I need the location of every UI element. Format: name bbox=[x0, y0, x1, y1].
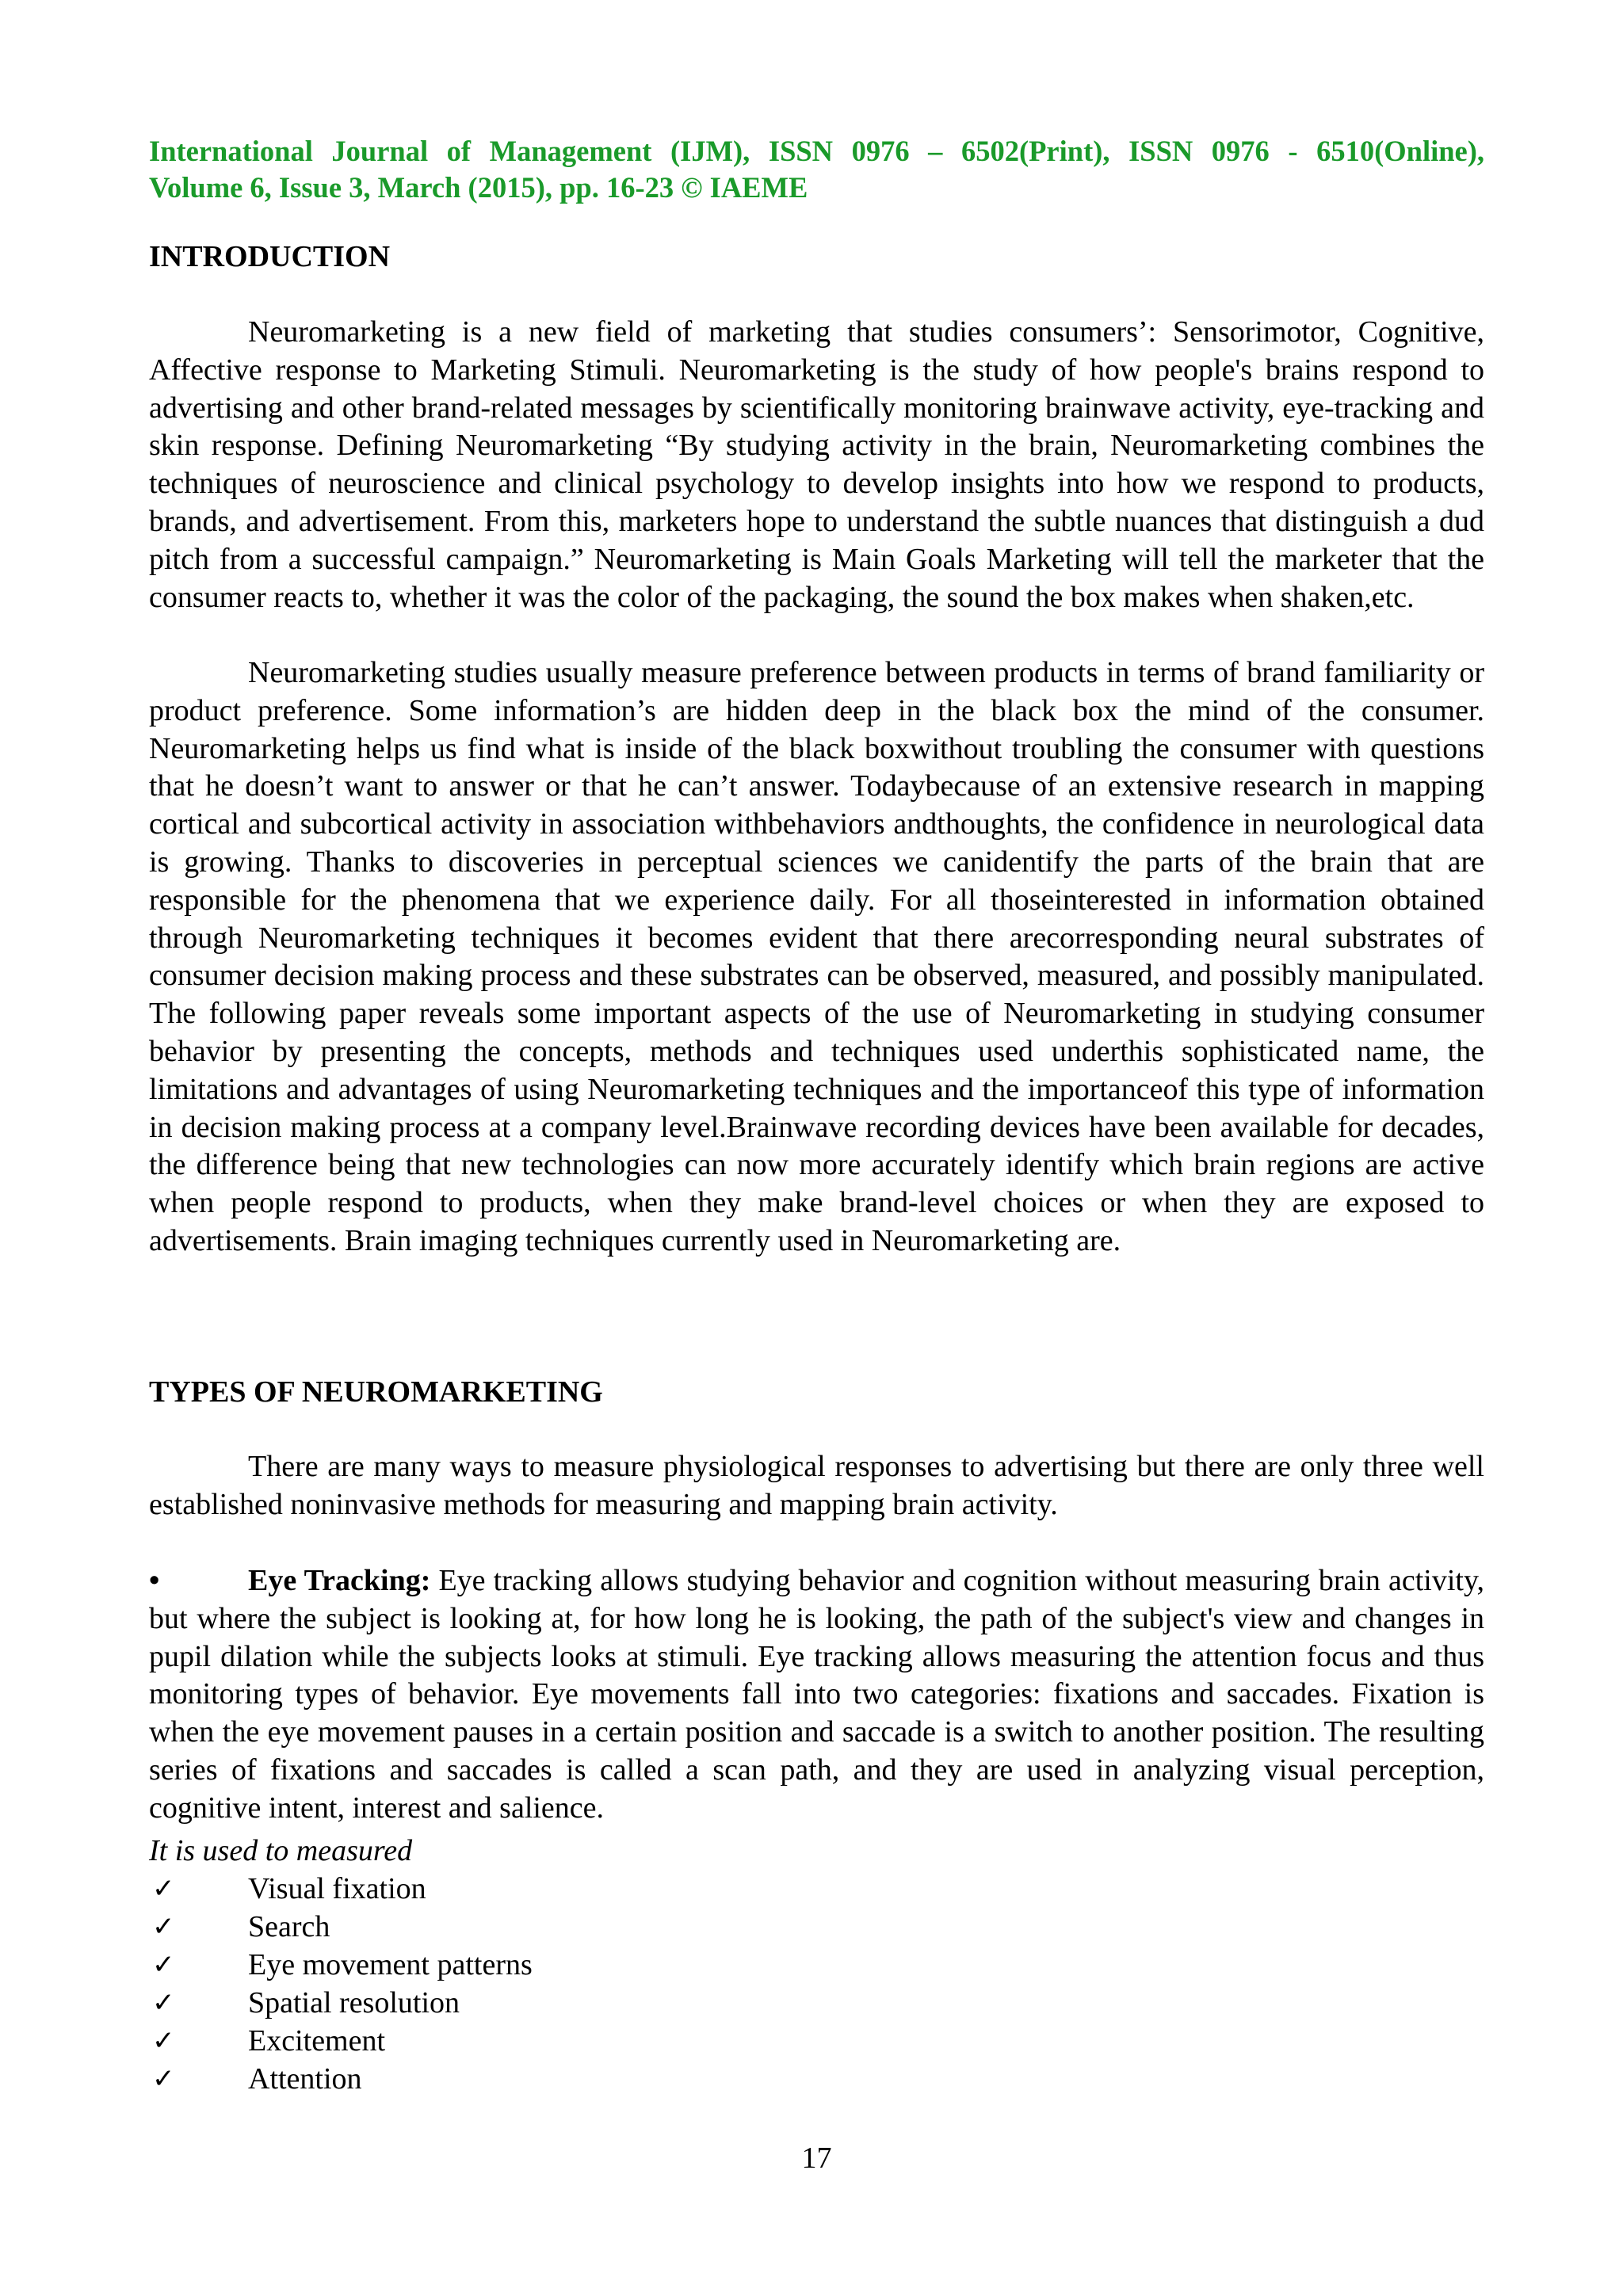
types-intro-paragraph: There are many ways to measure physiological responses to advertising but there are only three well established noninvasive methods for measuring and mapping brain activity. bbox=[149, 1450, 1484, 1521]
page-number: 17 bbox=[801, 2142, 832, 2175]
eye-tracking-description: Eye tracking allows studying behavior and cognition without measuring brain activity, but where the subject is looking at, for how long he is looking, the path of the subject's view and changes in pupil dilation while the subjects looks at stimuli. Eye tracking allows measuring the attention focus and thus monitoring types of behavior. Eye movements fall into two categories: fixations and saccades. Fixation is when the eye movement pauses in a certain position and saccade is a switch to another position. The resulting series of fixations and saccades is called a scan path, and they are used in analyzing visual perception, cognitive intent, interest and salience. bbox=[149, 1564, 1485, 1825]
checkmark-icon: ✓ bbox=[152, 1873, 175, 1905]
measure-label: Visual fixation bbox=[248, 1872, 426, 1905]
eye-tracking-bullet bbox=[149, 1562, 1484, 1828]
introduction-paragraph-1: Neuromarketing is a new field of marketing that studies consumers’: Sensorimotor, Cognitive, Affective response to Marketing Stimuli. Neuromarketing is the study of how people's brains respond to advertising and other brand-related messages by scientifically monitoring brainwave activity, eye-tracking and skin response. Defining Neuromarketing “By studying activity in the brain, Neuromarketing combines the techniques of neuroscience and clinical psychology to develop insights into how we respond to products, brands, and advertisement. From this, marketers hope to understand the subtle nuances that distinguish a dud pitch from a successful campaign.” Neuromarketing is Main Goals Marketing will tell the marketer that the consumer reacts to, whether it was the color of the packaging, the sound the box makes when shaken,etc. bbox=[149, 315, 1484, 614]
list-item bbox=[149, 2022, 533, 2060]
introduction-heading: INTRODUCTION bbox=[149, 240, 391, 273]
introduction-paragraph-2: Neuromarketing studies usually measure preference between products in terms of brand familiarity or product preference. Some information’s are hidden deep in the black box the mind of the consumer. Neuromarketing helps us find what is inside of the black boxwithout troubling the consumer with questions that he doesn’t want to answer or that he can’t answer. Todaybecause of an extensive research in mapping cortical and subcortical activity in association withbehaviors andthoughts, the confidence in neurological data is growing. Thanks to discoveries in perceptual sciences we canidentify the parts of the brain that are responsible for the phenomena that we experience daily. For all thoseinterested in information obtained through Neuromarketing techniques it becomes evident that there arecorresponding neural substrates of consumer decision making process and these substrates can be observed, measured, and possibly manipulated. The following paper reveals some important aspects of the use of Neuromarketing in studying consumer behavior by presenting the concepts, methods and techniques used underthis sophisticated name, the limitations and advantages of using Neuromarketing techniques and the importanceof this type of information in decision making process at a company level.Brainwave recording devices have been available for decades, the difference being that new technologies can now more accurately identify which brain regions are active when people respond to products, when they make brand-level choices or when they are exposed to advertisements. Brain imaging techniques currently used in Neuromarketing are. bbox=[149, 656, 1484, 1257]
measure-label: Search bbox=[248, 1910, 330, 1943]
checkmark-icon: ✓ bbox=[152, 2063, 175, 2095]
checkmark-icon: ✓ bbox=[152, 1911, 175, 1943]
list-item bbox=[149, 1870, 533, 1908]
journal-header-line-2: Volume 6, Issue 3, March (2015), pp. 16-23 © IAEME bbox=[149, 171, 808, 204]
checkmark-icon: ✓ bbox=[152, 2025, 175, 2057]
journal-header-line-1: International Journal of Management (IJM), ISSN 0976 – 6502(Print), ISSN 0976 - 6510(Online), bbox=[149, 135, 1484, 167]
checkmark-icon: ✓ bbox=[152, 1987, 175, 2019]
types-heading: TYPES OF NEUROMARKETING bbox=[149, 1375, 603, 1409]
measure-label: Spatial resolution bbox=[248, 1986, 460, 2019]
measure-label: Excitement bbox=[248, 2024, 386, 2058]
bullet-symbol: • bbox=[149, 1564, 160, 1597]
list-item bbox=[149, 2060, 533, 2098]
checkmark-icon: ✓ bbox=[152, 1949, 175, 1981]
list-item bbox=[149, 1908, 533, 1946]
list-item bbox=[149, 1946, 533, 1984]
measure-label: Eye movement patterns bbox=[248, 1948, 533, 1981]
list-item bbox=[149, 1984, 533, 2022]
eye-tracking-term: Eye Tracking: bbox=[248, 1564, 431, 1597]
measure-label: Attention bbox=[248, 2062, 362, 2096]
used-to-measure-label: It is used to measured bbox=[149, 1834, 413, 1867]
journal-header bbox=[149, 133, 1484, 206]
measures-checklist bbox=[149, 1870, 533, 2098]
